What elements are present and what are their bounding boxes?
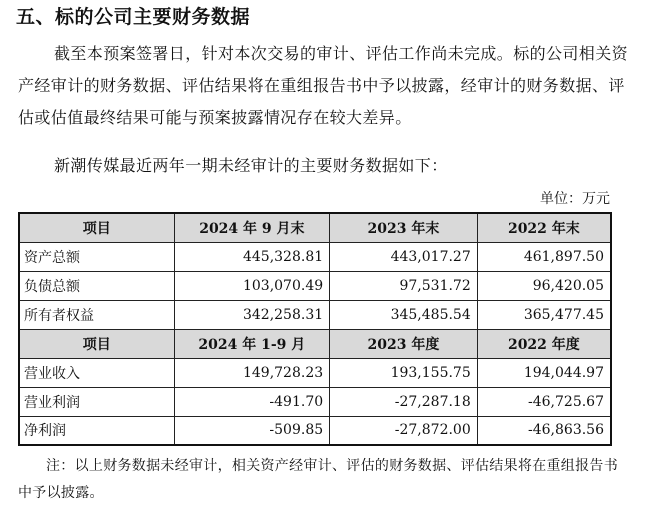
- data-intro-paragraph: [18, 150, 630, 182]
- value-cell: 149,728.23: [174, 358, 330, 387]
- intro-paragraph: [18, 38, 630, 134]
- value-cell: -46,863.56: [477, 416, 611, 445]
- header-cell: 项目: [19, 329, 174, 358]
- header-cell: 2023 年度: [330, 329, 478, 358]
- value-cell: -509.85: [174, 416, 330, 445]
- value-cell: 461,897.50: [477, 242, 611, 271]
- table-header-row: [19, 329, 611, 358]
- header-cell: 2023 年末: [330, 213, 478, 242]
- section-heading: 五、标的公司主要财务数据: [16, 6, 251, 28]
- value-cell: 194,044.97: [477, 358, 611, 387]
- row-label: 营业利润: [19, 387, 174, 416]
- table-row: [19, 300, 611, 329]
- header-cell: 2022 年度: [477, 329, 611, 358]
- table-row: [19, 358, 611, 387]
- intro-paragraph-text: 截至本预案签署日，针对本次交易的审计、评估工作尚未完成。标的公司相关资产经审计的财务数据、评估结果将在重组报告书中予以披露，经审计的财务数据、评估或估值最终结果可能与预案披露情况存在较大差异。: [18, 44, 629, 127]
- header-cell: 项目: [19, 213, 174, 242]
- footnote-text: 注：以上财务数据未经审计，相关资产经审计、评估的财务数据、评估结果将在重组报告书中予以披露。: [18, 458, 618, 501]
- header-cell: 2024 年 9 月末: [174, 213, 330, 242]
- value-cell: 365,477.45: [477, 300, 611, 329]
- data-intro-text: 新潮传媒最近两年一期未经审计的主要财务数据如下：: [54, 156, 448, 175]
- table-row: [19, 242, 611, 271]
- value-cell: 96,420.05: [477, 271, 611, 300]
- row-label: 所有者权益: [19, 300, 174, 329]
- value-cell: 445,328.81: [174, 242, 330, 271]
- value-cell: -46,725.67: [477, 387, 611, 416]
- value-cell: -491.70: [174, 387, 330, 416]
- value-cell: 97,531.72: [330, 271, 478, 300]
- table-footnote: [18, 453, 630, 507]
- header-cell: 2022 年末: [477, 213, 611, 242]
- table-row: [19, 387, 611, 416]
- table-row: [19, 271, 611, 300]
- value-cell: 103,070.49: [174, 271, 330, 300]
- row-label: 营业收入: [19, 358, 174, 387]
- table-row: [19, 416, 611, 445]
- row-label: 负债总额: [19, 271, 174, 300]
- value-cell: 342,258.31: [174, 300, 330, 329]
- value-cell: 443,017.27: [330, 242, 478, 271]
- value-cell: -27,287.18: [330, 387, 478, 416]
- value-cell: -27,872.00: [330, 416, 478, 445]
- row-label: 净利润: [19, 416, 174, 445]
- financial-data-table: [18, 212, 612, 446]
- table-header-row: [19, 213, 611, 242]
- unit-label: 单位：万元: [540, 191, 610, 207]
- value-cell: 345,485.54: [330, 300, 478, 329]
- value-cell: 193,155.75: [330, 358, 478, 387]
- header-cell: 2024 年 1-9 月: [174, 329, 330, 358]
- row-label: 资产总额: [19, 242, 174, 271]
